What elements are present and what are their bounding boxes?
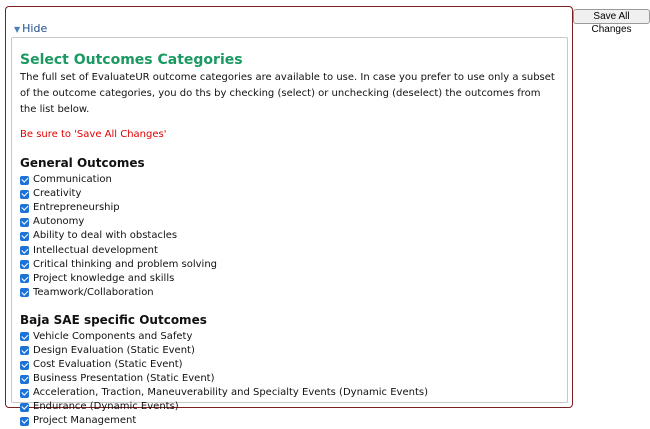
outcome-label: Autonomy — [33, 216, 85, 228]
outcome-label: Creativity — [33, 188, 82, 200]
outcome-item — [20, 258, 567, 272]
outcome-item — [20, 229, 567, 243]
outcome-label: Endurance (Dynamic Events) — [33, 401, 179, 413]
outcome-label: Acceleration, Traction, Maneuverability and Specialty Events (Dynamic Events) — [33, 387, 428, 399]
outcome-label: Ability to deal with obstacles — [33, 230, 178, 242]
outcome-item — [20, 344, 567, 358]
hide-toggle-label: Hide — [22, 22, 48, 35]
outcome-label: Critical thinking and problem solving — [33, 258, 217, 270]
save-warning: Be sure to 'Save All Changes' — [20, 129, 167, 140]
baja-outcomes-title: Baja SAE specific Outcomes — [20, 312, 207, 327]
outcomes-frame — [5, 6, 573, 427]
outcome-item — [20, 215, 567, 229]
outcome-label: Design Evaluation (Static Event) — [33, 344, 195, 356]
outcome-checkbox[interactable] — [20, 288, 29, 297]
outcome-item — [20, 400, 567, 414]
outcome-checkbox[interactable] — [20, 361, 29, 370]
outcome-checkbox[interactable] — [20, 375, 29, 384]
outcome-item — [20, 414, 567, 428]
outcome-label: Communication — [33, 174, 112, 186]
outcome-checkbox[interactable] — [20, 190, 29, 199]
outcome-checkbox[interactable] — [20, 176, 29, 185]
outcome-label: Entrepreneurship — [33, 202, 120, 214]
outcome-item — [20, 243, 567, 257]
outcome-label: Project Management — [33, 415, 137, 427]
panel-description: The full set of EvaluateUR outcome categories are available to use. In case you prefer to use only a subset of the outcome categories, you do ths by checking (select) or unchecking (deselect) the outcomes from the list below. — [20, 72, 555, 115]
outcome-checkbox[interactable] — [20, 274, 29, 283]
outcome-label: Intellectual development — [33, 244, 158, 256]
outcome-item — [20, 358, 567, 372]
triangle-down-icon: ▼ — [14, 25, 21, 34]
outcome-item — [20, 330, 567, 344]
outcome-item — [20, 173, 567, 187]
hide-toggle[interactable] — [14, 22, 47, 37]
outcome-item — [20, 372, 567, 386]
outcome-label: Project knowledge and skills — [33, 272, 175, 284]
general-outcomes-title: General Outcomes — [20, 156, 145, 170]
outcome-label: Business Presentation (Static Event) — [33, 373, 215, 385]
outcome-checkbox[interactable] — [20, 389, 29, 398]
outcome-checkbox[interactable] — [20, 218, 29, 227]
panel-title: Select Outcomes Categories — [20, 52, 243, 68]
outcome-label: Cost Evaluation (Static Event) — [33, 359, 183, 371]
outcome-item — [20, 386, 567, 400]
outcome-checkbox[interactable] — [20, 260, 29, 269]
outcome-checkbox[interactable] — [20, 332, 29, 341]
save-all-changes-button[interactable]: Save All Changes — [573, 9, 650, 24]
outcome-item — [20, 286, 567, 300]
outcome-checkbox[interactable] — [20, 346, 29, 355]
outcome-checkbox[interactable] — [20, 417, 29, 426]
general-outcomes-list — [20, 173, 567, 300]
outcome-label: Vehicle Components and Safety — [33, 330, 193, 342]
outcome-item — [20, 201, 567, 215]
outcome-checkbox[interactable] — [20, 232, 29, 241]
outcome-checkbox[interactable] — [20, 246, 29, 255]
outcome-checkbox[interactable] — [20, 204, 29, 213]
outcome-checkbox[interactable] — [20, 403, 29, 412]
outcome-item — [20, 187, 567, 201]
outcomes-panel — [11, 37, 568, 427]
outcome-item — [20, 272, 567, 286]
outcome-label: Teamwork/Collaboration — [33, 286, 154, 298]
